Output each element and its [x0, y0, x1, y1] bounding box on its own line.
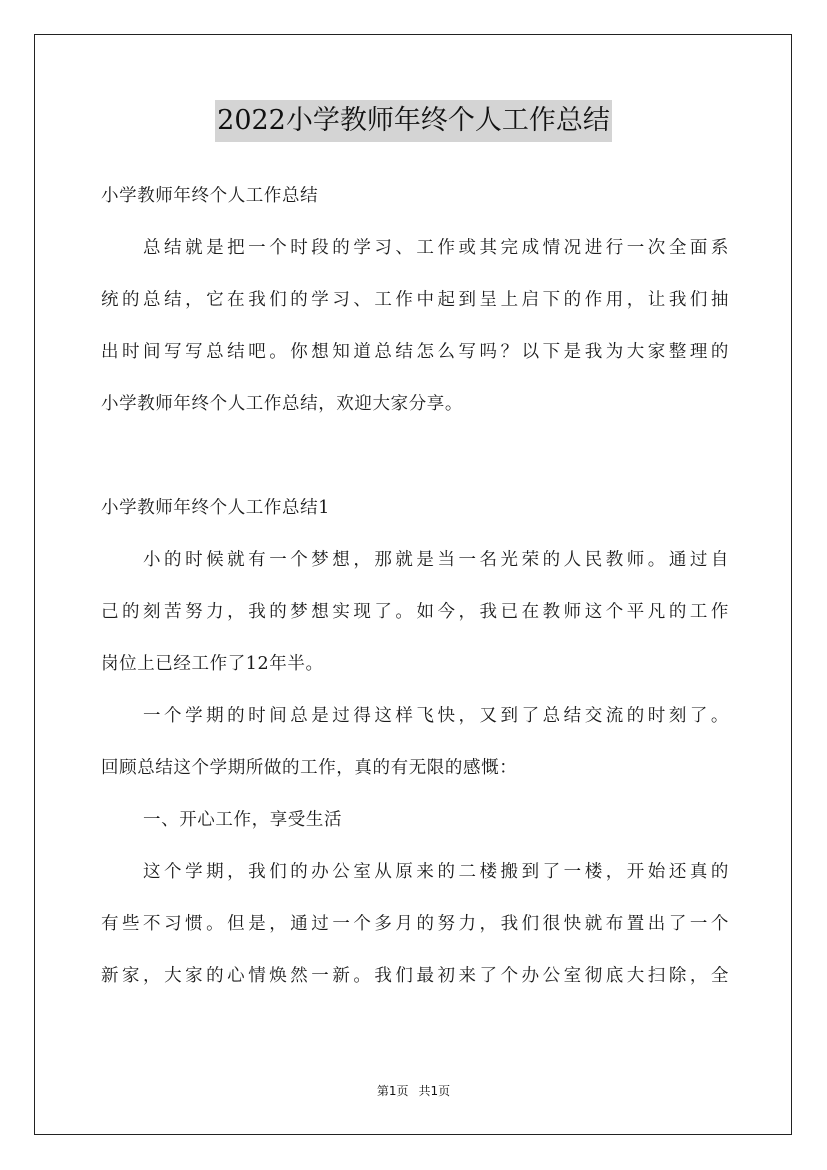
paragraph-line: 小学教师年终个人工作总结，欢迎大家分享。 — [101, 394, 463, 414]
paragraph-line: 小的时候就有一个梦想，那就是当一名光荣的人民教师。通过自 — [143, 550, 729, 570]
paragraph-line: 这个学期，我们的办公室从原来的二楼搬到了一楼，开始还真的 — [143, 862, 729, 882]
paragraph-line: 一个学期的时间总是过得这样飞快，又到了总结交流的时刻了。 — [143, 706, 729, 726]
document-body — [101, 170, 729, 1002]
paragraph-line: 统的总结，它在我们的学习、工作中起到呈上启下的作用，让我们抽 — [101, 290, 729, 310]
paragraph-line: 有些不习惯。但是，通过一个多月的努力，我们很快就布置出了一个 — [101, 914, 729, 934]
section-heading: 小学教师年终个人工作总结1 — [101, 498, 330, 518]
paragraph-line: 新家，大家的心情焕然一新。我们最初来了个办公室彻底大扫除，全 — [101, 966, 729, 986]
page-total: 共1页 — [418, 1084, 451, 1098]
section-heading: 小学教师年终个人工作总结 — [101, 186, 319, 206]
subsection-heading: 一、开心工作，享受生活 — [143, 810, 343, 830]
page-footer — [0, 1082, 827, 1099]
page-number: 第1页 — [376, 1084, 409, 1098]
paragraph-line: 总结就是把一个时段的学习、工作或其完成情况进行一次全面系 — [143, 238, 729, 258]
paragraph-line: 己的刻苦努力，我的梦想实现了。如今，我已在教师这个平凡的工作 — [101, 602, 729, 622]
document-title: 2022小学教师年终个人工作总结 — [215, 100, 612, 142]
title-container — [0, 100, 827, 142]
paragraph-line: 出时间写写总结吧。你想知道总结怎么写吗？以下是我为大家整理的 — [101, 342, 729, 362]
paragraph-line: 回顾总结这个学期所做的工作，真的有无限的感慨： — [101, 758, 518, 778]
paragraph-gap — [101, 430, 729, 482]
paragraph-line: 岗位上已经工作了12年半。 — [101, 654, 324, 674]
